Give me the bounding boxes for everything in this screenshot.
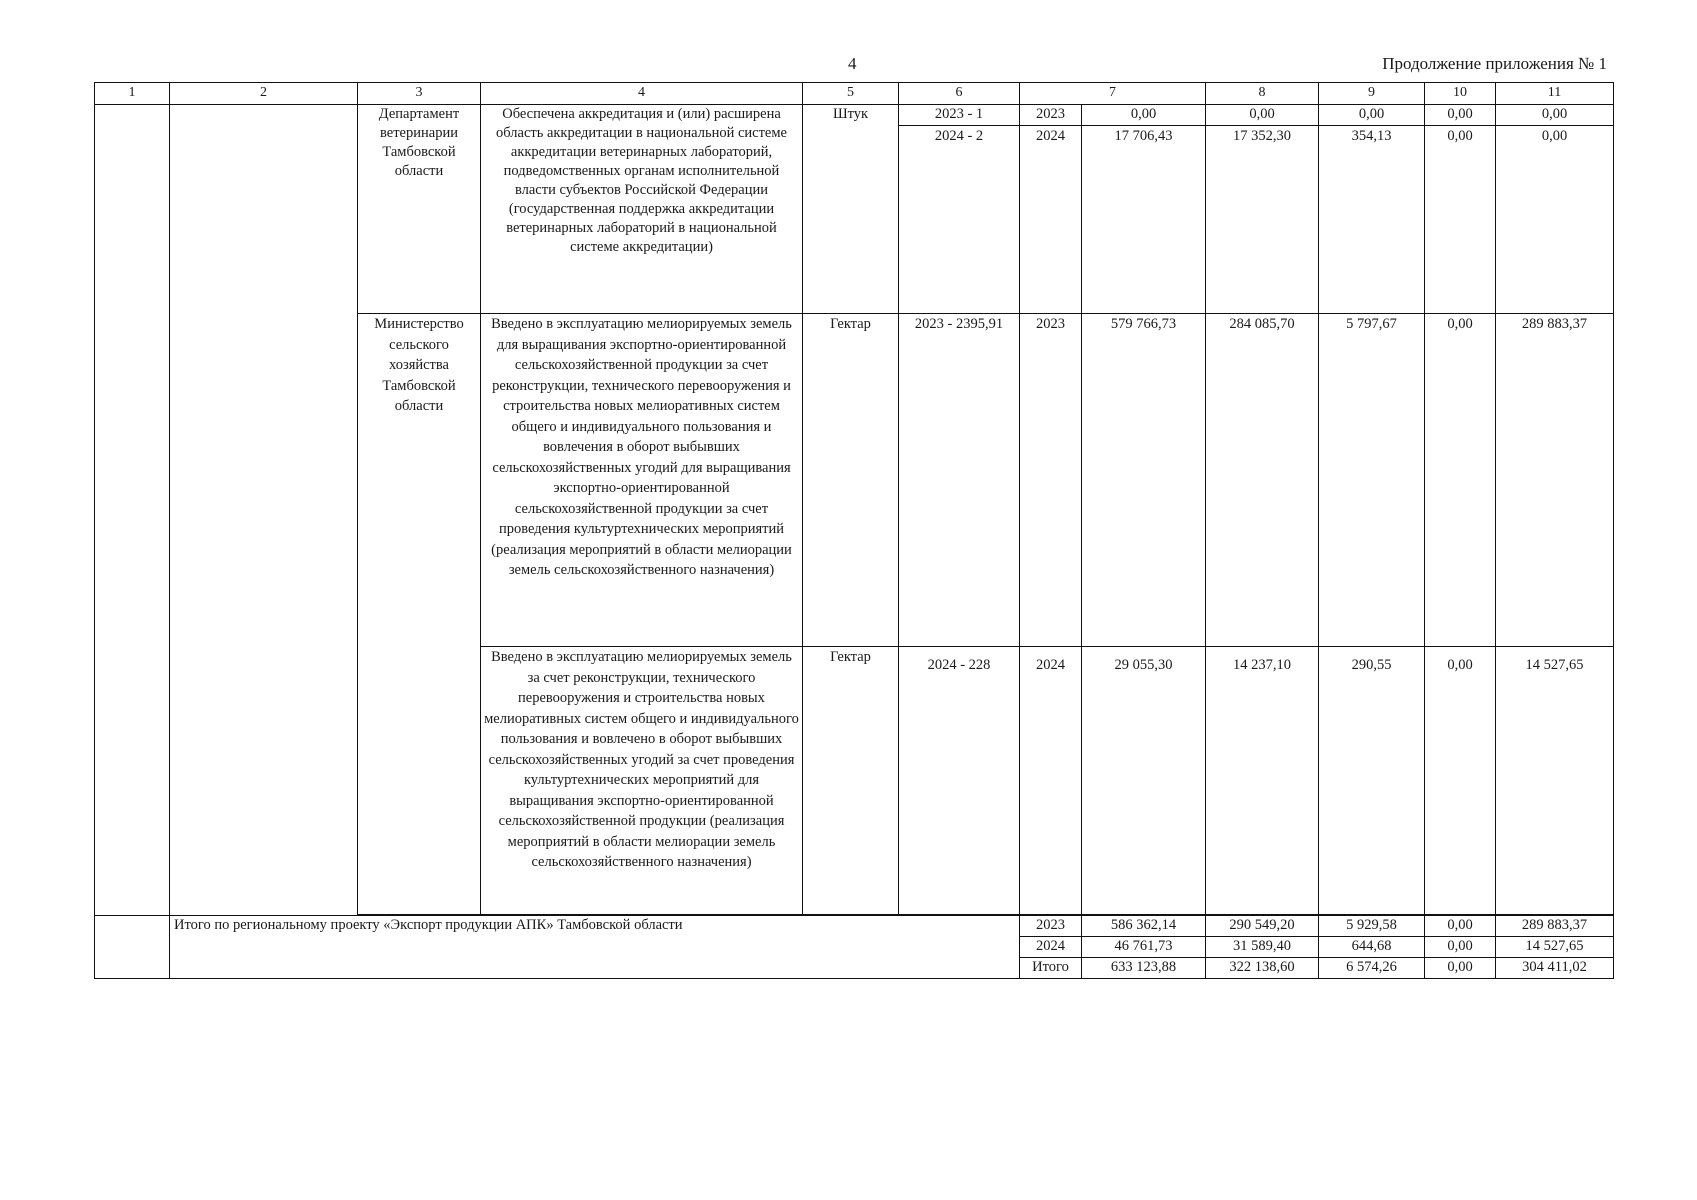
col-num: 4 [481, 83, 803, 105]
amount-federal: 290 549,20 [1206, 916, 1319, 937]
continuation-title: Продолжение приложения № 1 [1382, 54, 1607, 73]
amount-other: 289 883,37 [1496, 314, 1614, 647]
amount-regional: 5 797,67 [1319, 314, 1425, 647]
amount-regional: 290,55 [1319, 647, 1425, 915]
target-value: 2023 - 2395,91 [899, 314, 1020, 647]
col-num: 8 [1206, 83, 1319, 105]
col-num: 10 [1425, 83, 1496, 105]
amount-municipal: 0,00 [1425, 314, 1496, 647]
col-num: 2 [170, 83, 358, 105]
amount-regional: 644,68 [1319, 937, 1425, 958]
cell-empty [95, 105, 170, 916]
amount-total: 0,00 [1082, 105, 1206, 126]
col-num: 3 [358, 83, 481, 105]
col-num: 7 [1020, 83, 1206, 105]
year: 2024 [1020, 937, 1082, 958]
year: 2023 [1020, 314, 1082, 647]
amount-total: 579 766,73 [1082, 314, 1206, 647]
year: 2024 [1020, 126, 1082, 314]
col-num: 9 [1319, 83, 1425, 105]
result-description: Введено в эксплуатацию мелиорируемых земель для выращивания экспортно-ориентированной сельскохозяйственной продукции за счет реконструкции, технического перевооружения и строительства новых мелиоративных систем общего и индивидуального пользования и вовлечения в оборот выбывших сельскохозяйственных угодий для выращивания экспортно-ориентированной сельскохозяйственной продукции за счет проведения культуртехнических мероприятий (реализация мероприятий в области мелиорации земель сельскохозяйственного назначения) [481, 314, 803, 647]
col-num: 6 [899, 83, 1020, 105]
amount-municipal: 0,00 [1425, 937, 1496, 958]
amount-total: 29 055,30 [1082, 647, 1206, 915]
column-numbers-row [95, 83, 1614, 105]
amount-total: 633 123,88 [1082, 958, 1206, 979]
amount-municipal: 0,00 [1425, 916, 1496, 937]
amount-municipal: 0,00 [1425, 958, 1496, 979]
unit: Гектар [803, 647, 899, 915]
amount-federal: 322 138,60 [1206, 958, 1319, 979]
amount-total: 586 362,14 [1082, 916, 1206, 937]
responsible-department: Департамент ветеринарии Тамбовской области [358, 105, 481, 314]
totals-row [95, 916, 1614, 937]
amount-total: 46 761,73 [1082, 937, 1206, 958]
amount-municipal: 0,00 [1425, 126, 1496, 314]
amount-federal: 0,00 [1206, 105, 1319, 126]
amount-regional: 354,13 [1319, 126, 1425, 314]
amount-total: 17 706,43 [1082, 126, 1206, 314]
amount-other: 304 411,02 [1496, 958, 1614, 979]
target-value: 2023 - 1 [899, 105, 1020, 126]
amount-federal: 17 352,30 [1206, 126, 1319, 314]
unit: Гектар [803, 314, 899, 647]
responsible-ministry: Министерство сельского хозяйства Тамбовской области [358, 314, 481, 915]
col-num: 11 [1496, 83, 1614, 105]
result-description: Введено в эксплуатацию мелиорируемых земель за счет реконструкции, технического перевооружения и строительства новых мелиоративных систем общего и индивидуального пользования и вовлечено в оборот выбывших сельскохозяйственных угодий за счет проведения культуртехнических мероприятий для выращивания экспортно-ориентированной сельскохозяйственной продукции (реализация мероприятий в области мелиорации земель сельскохозяйственного назначения) [481, 647, 803, 915]
year: 2023 [1020, 105, 1082, 126]
amount-other: 14 527,65 [1496, 647, 1614, 915]
amount-other: 0,00 [1496, 126, 1614, 314]
table-row [95, 105, 1614, 126]
amount-federal: 14 237,10 [1206, 647, 1319, 915]
amount-other: 289 883,37 [1496, 916, 1614, 937]
amount-municipal: 0,00 [1425, 647, 1496, 915]
amount-regional: 0,00 [1319, 105, 1425, 126]
target-value: 2024 - 2 [899, 126, 1020, 314]
amount-federal: 284 085,70 [1206, 314, 1319, 647]
result-description: Обеспечена аккредитация и (или) расширена область аккредитации в национальной системе аккредитации ветеринарных лабораторий, подведомственных органам исполнительной власти субъектов Российской Федерации (государственная поддержка аккредитации ветеринарных лабораторий в национальной системе аккредитации) [481, 105, 803, 314]
amount-other: 14 527,65 [1496, 937, 1614, 958]
totals-label: Итого по региональному проекту «Экспорт продукции АПК» Тамбовской области [170, 916, 1020, 979]
year: 2024 [1020, 647, 1082, 915]
amount-federal: 31 589,40 [1206, 937, 1319, 958]
cell-empty [95, 916, 170, 979]
target-value: 2024 - 228 [899, 647, 1020, 915]
year: Итого [1020, 958, 1082, 979]
cell-empty [170, 105, 358, 916]
amount-regional: 5 929,58 [1319, 916, 1425, 937]
col-num: 5 [803, 83, 899, 105]
amount-other: 0,00 [1496, 105, 1614, 126]
col-num: 1 [95, 83, 170, 105]
unit: Штук [803, 105, 899, 314]
appendix-table [94, 82, 1614, 979]
amount-regional: 6 574,26 [1319, 958, 1425, 979]
year: 2023 [1020, 916, 1082, 937]
amount-municipal: 0,00 [1425, 105, 1496, 126]
page-number: 4 [848, 54, 857, 73]
